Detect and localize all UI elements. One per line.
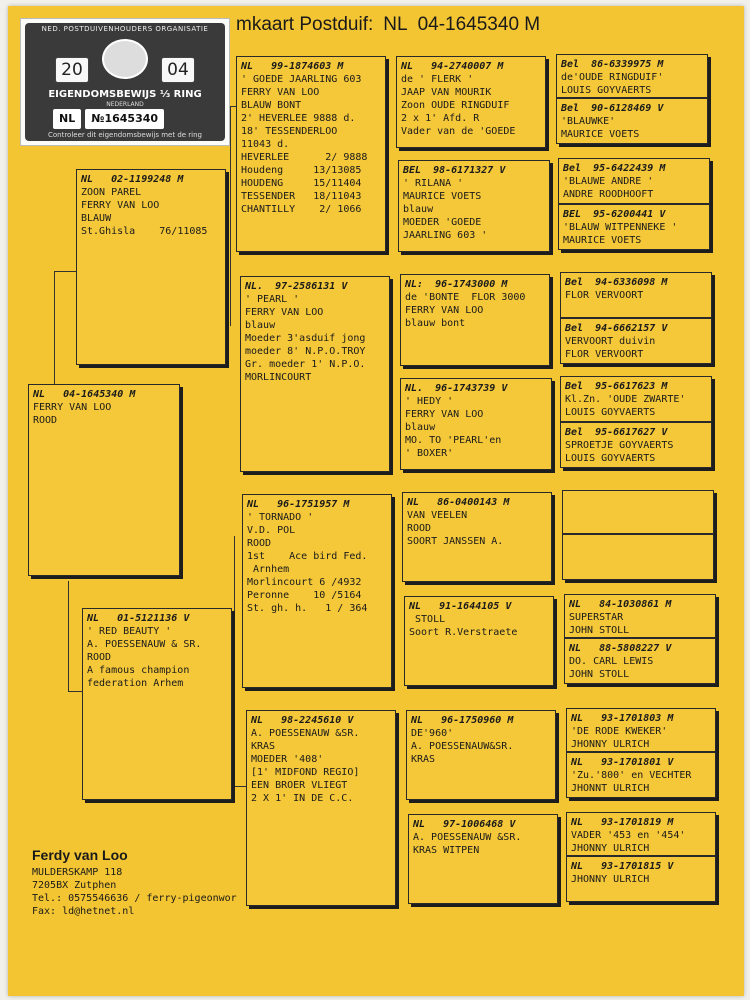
pedigree-card-gen2: NL 98-2245610 V A. POESSENAUW &SR. KRAS MOEDER '408' [1' MIDFOND REGIO] EEN BROER VLIEGT 2 X 1' IN DE C.C. xyxy=(246,710,396,906)
ring-number: NL: 96-1743000 M xyxy=(405,279,508,290)
ring-number: NL 84-1030861 M xyxy=(569,599,672,610)
owner-tel: Tel.: 0575546636 / ferry-pigeonwor xyxy=(32,893,237,904)
ring-number: NL 04-1645340 M xyxy=(33,389,136,400)
ring-number: BEL 98-6171327 V xyxy=(403,165,506,176)
pedigree-card-gen4-empty xyxy=(562,534,714,580)
pedigree-card-gen4: Bel 95-6617623 M Kl.Zn. 'OUDE ZWARTE' LOUIS GOYVAERTS xyxy=(560,376,712,422)
pedigree-card-gen4: NL 93-1701801 V 'Zu.'800' en VECHTER JHONNT ULRICH xyxy=(566,752,716,798)
ring-number: NL 96-1750960 M xyxy=(411,715,514,726)
stamp-ring-number: NL №1645340 xyxy=(53,109,164,129)
connector-line xyxy=(68,691,82,692)
stamp-country-sub: NEDERLAND xyxy=(106,101,144,108)
pedigree-card-gen4-empty xyxy=(562,490,714,534)
connector-line xyxy=(234,536,235,786)
ring-number: Bel 90-6128469 V xyxy=(561,103,664,114)
ring-number: BEL 95-6200441 V xyxy=(563,209,666,220)
owner-fax: Fax: ld@hetnet.nl xyxy=(32,906,135,917)
ring-number: Bel 95-6422439 M xyxy=(563,163,666,174)
pedigree-card-gen3: NL 96-1750960 M DE'960' A. POESSENAUW&SR. KRAS xyxy=(406,710,556,800)
ring-number: NL 93-1701815 V xyxy=(571,861,674,872)
ring-number: Bel 95-6617623 M xyxy=(565,381,668,392)
ring-number: NL 98-2245610 V xyxy=(251,715,354,726)
pedigree-card-gen3: NL 97-1006468 V A. POESSENAUW &SR. KRAS WITPEN xyxy=(408,814,558,904)
lion-emblem-icon xyxy=(102,39,148,79)
ring-certificate-stamp xyxy=(20,18,230,146)
ring-number: NL 93-1701803 M xyxy=(571,713,674,724)
ring-number: NL 97-1006468 V xyxy=(413,819,516,830)
pedigree-card-gen2: NL. 97-2586131 V ' PEARL ' FERRY VAN LOO blauw Moeder 3'asduif jong moeder 8' N.P.O.TROY Gr. moeder 1' N.P.O. MORLINCOURT xyxy=(240,276,390,472)
pedigree-card-gen3: NL 94-2740007 M de ' FLERK ' JAAP VAN MOURIK Zoon OUDE RINGDUIF 2 x 1' Afd. R Vader van de 'GOEDE xyxy=(396,56,546,148)
pedigree-card-gen4: NL 88-5808227 V DO. CARL LEWIS JOHN STOLL xyxy=(564,638,716,684)
pedigree-card-sire: NL 02-1199248 M ZOON PAREL FERRY VAN LOO BLAUW St.Ghisla 76/11085 xyxy=(76,169,226,365)
owner-city: 7205BX Zutphen xyxy=(32,880,117,891)
ring-number: NL. 97-2586131 V xyxy=(245,281,348,292)
ring-number: NL 86-0400143 M xyxy=(407,497,510,508)
ring-number: NL 93-1701819 M xyxy=(571,817,674,828)
pedigree-sheet xyxy=(8,6,744,996)
stamp-organisation: NED. POSTDUIVENHOUDERS ORGANISATIE xyxy=(41,25,209,33)
ring-number: Bel 86-6339975 M xyxy=(561,59,664,70)
pedigree-card-gen4: Bel 94-6336098 M FLOR VERVOORT xyxy=(560,272,712,318)
pedigree-card-gen4: Bel 90-6128469 V 'BLAUWKE' MAURICE VOETS xyxy=(556,98,708,144)
ring-number: NL 94-2740007 M xyxy=(401,61,504,72)
ring-number: NL 93-1701801 V xyxy=(571,757,674,768)
pedigree-card-dam: NL 01-5121136 V ' RED BEAUTY ' A. POESSENAUW & SR. ROOD A famous champion federation Arhem xyxy=(82,608,232,800)
connector-line xyxy=(68,581,69,691)
pedigree-card-gen4: Bel 86-6339975 M de'OUDE RINGDUIF' LOUIS GOYVAERTS xyxy=(556,54,708,98)
pedigree-card-gen3: NL 86-0400143 M VAN VEELEN ROOD SOORT JANSSEN A. xyxy=(402,492,552,582)
pedigree-card-subject: NL 04-1645340 M FERRY VAN LOO ROOD xyxy=(28,384,180,576)
pedigree-card-gen4: Bel 94-6662157 V VERVOORT duivin FLOR VERVOORT xyxy=(560,318,712,364)
ring-number: NL. 96-1743739 V xyxy=(405,383,508,394)
ring-number: Bel 95-6617627 V xyxy=(565,427,668,438)
ring-number: Bel 94-6336098 M xyxy=(565,277,668,288)
ring-number: NL 02-1199248 M xyxy=(81,174,184,185)
ring-number: NL 91-1644105 V xyxy=(409,601,512,612)
owner-info xyxy=(32,846,237,918)
connector-line xyxy=(54,271,76,272)
ring-number: NL 01-5121136 V xyxy=(87,613,190,624)
stamp-band-text: EIGENDOMSBEWIJS ⅓ RING xyxy=(48,89,202,100)
page-title: mkaart Postduif: NL 04-1645340 M xyxy=(236,14,541,35)
connector-line xyxy=(54,271,55,386)
pedigree-card-gen3: NL. 96-1743739 V ' HEDY ' FERRY VAN LOO blauw MO. TO 'PEARL'en ' BOXER' xyxy=(400,378,552,470)
connector-line xyxy=(230,106,231,326)
pedigree-card-gen4: Bel 95-6422439 M 'BLAUWE ANDRE ' ANDRE ROODHOOFT xyxy=(558,158,710,204)
stamp-year-left: 20 xyxy=(55,57,89,83)
pedigree-card-gen4: BEL 95-6200441 V 'BLAUW WITPENNEKE ' MAURICE VOETS xyxy=(558,204,710,250)
pedigree-card-gen2: NL 96-1751957 M ' TORNADO ' V.D. POL ROOD 1st Ace bird Fed. Arnhem Morlincourt 6 /4932 Peronne 10 /5164 St. gh. h. 1 / 364 xyxy=(242,494,392,688)
pedigree-card-gen4: Bel 95-6617627 V SPROETJE GOYVAERTS LOUIS GOYVAERTS xyxy=(560,422,712,468)
stamp-footer: Controleer dit eigendomsbewijs met de ring xyxy=(47,131,203,139)
stamp-year-right: 04 xyxy=(161,57,195,83)
pedigree-card-gen4: NL 84-1030861 M SUPERSTAR JOHN STOLL xyxy=(564,594,716,638)
pedigree-card-gen4: NL 93-1701803 M 'DE RODE KWEKER' JHONNY ULRICH xyxy=(566,708,716,752)
pedigree-card-gen3: NL 91-1644105 V STOLL Soort R.Verstraete xyxy=(404,596,554,686)
pedigree-card-gen4: NL 93-1701815 V JHONNY ULRICH xyxy=(566,856,716,902)
owner-name: Ferdy van Loo xyxy=(32,847,128,863)
pedigree-card-gen3: NL: 96-1743000 M de 'BONTE FLOR 3000 FERRY VAN LOO blauw bont xyxy=(400,274,550,366)
pedigree-card-gen4: NL 93-1701819 M VADER '453 en '454' JHONNY ULRICH xyxy=(566,812,716,856)
ring-number: NL 99-1874603 M xyxy=(241,61,344,72)
ring-number: NL 88-5808227 V xyxy=(569,643,672,654)
ring-number: NL 96-1751957 M xyxy=(247,499,350,510)
pedigree-card-gen2: NL 99-1874603 M ' GOEDE JAARLING 603 FERRY VAN LOO BLAUW BONT 2' HEVERLEE 9888 d. 18' TESSENDERLOO 11043 d. HEVERLEE 2/ 9888 Houdeng 13/13085 HOUDENG 15/11404 TESSENDER 18/11043 CHANTILLY 2/ 1066 xyxy=(236,56,386,252)
pedigree-card-gen3: BEL 98-6171327 V ' RILANA ' MAURICE VOETS blauw MOEDER 'GOEDE JAARLING 603 ' xyxy=(398,160,550,252)
ring-number: Bel 94-6662157 V xyxy=(565,323,668,334)
owner-street: MULDERSKAMP 118 xyxy=(32,867,123,878)
